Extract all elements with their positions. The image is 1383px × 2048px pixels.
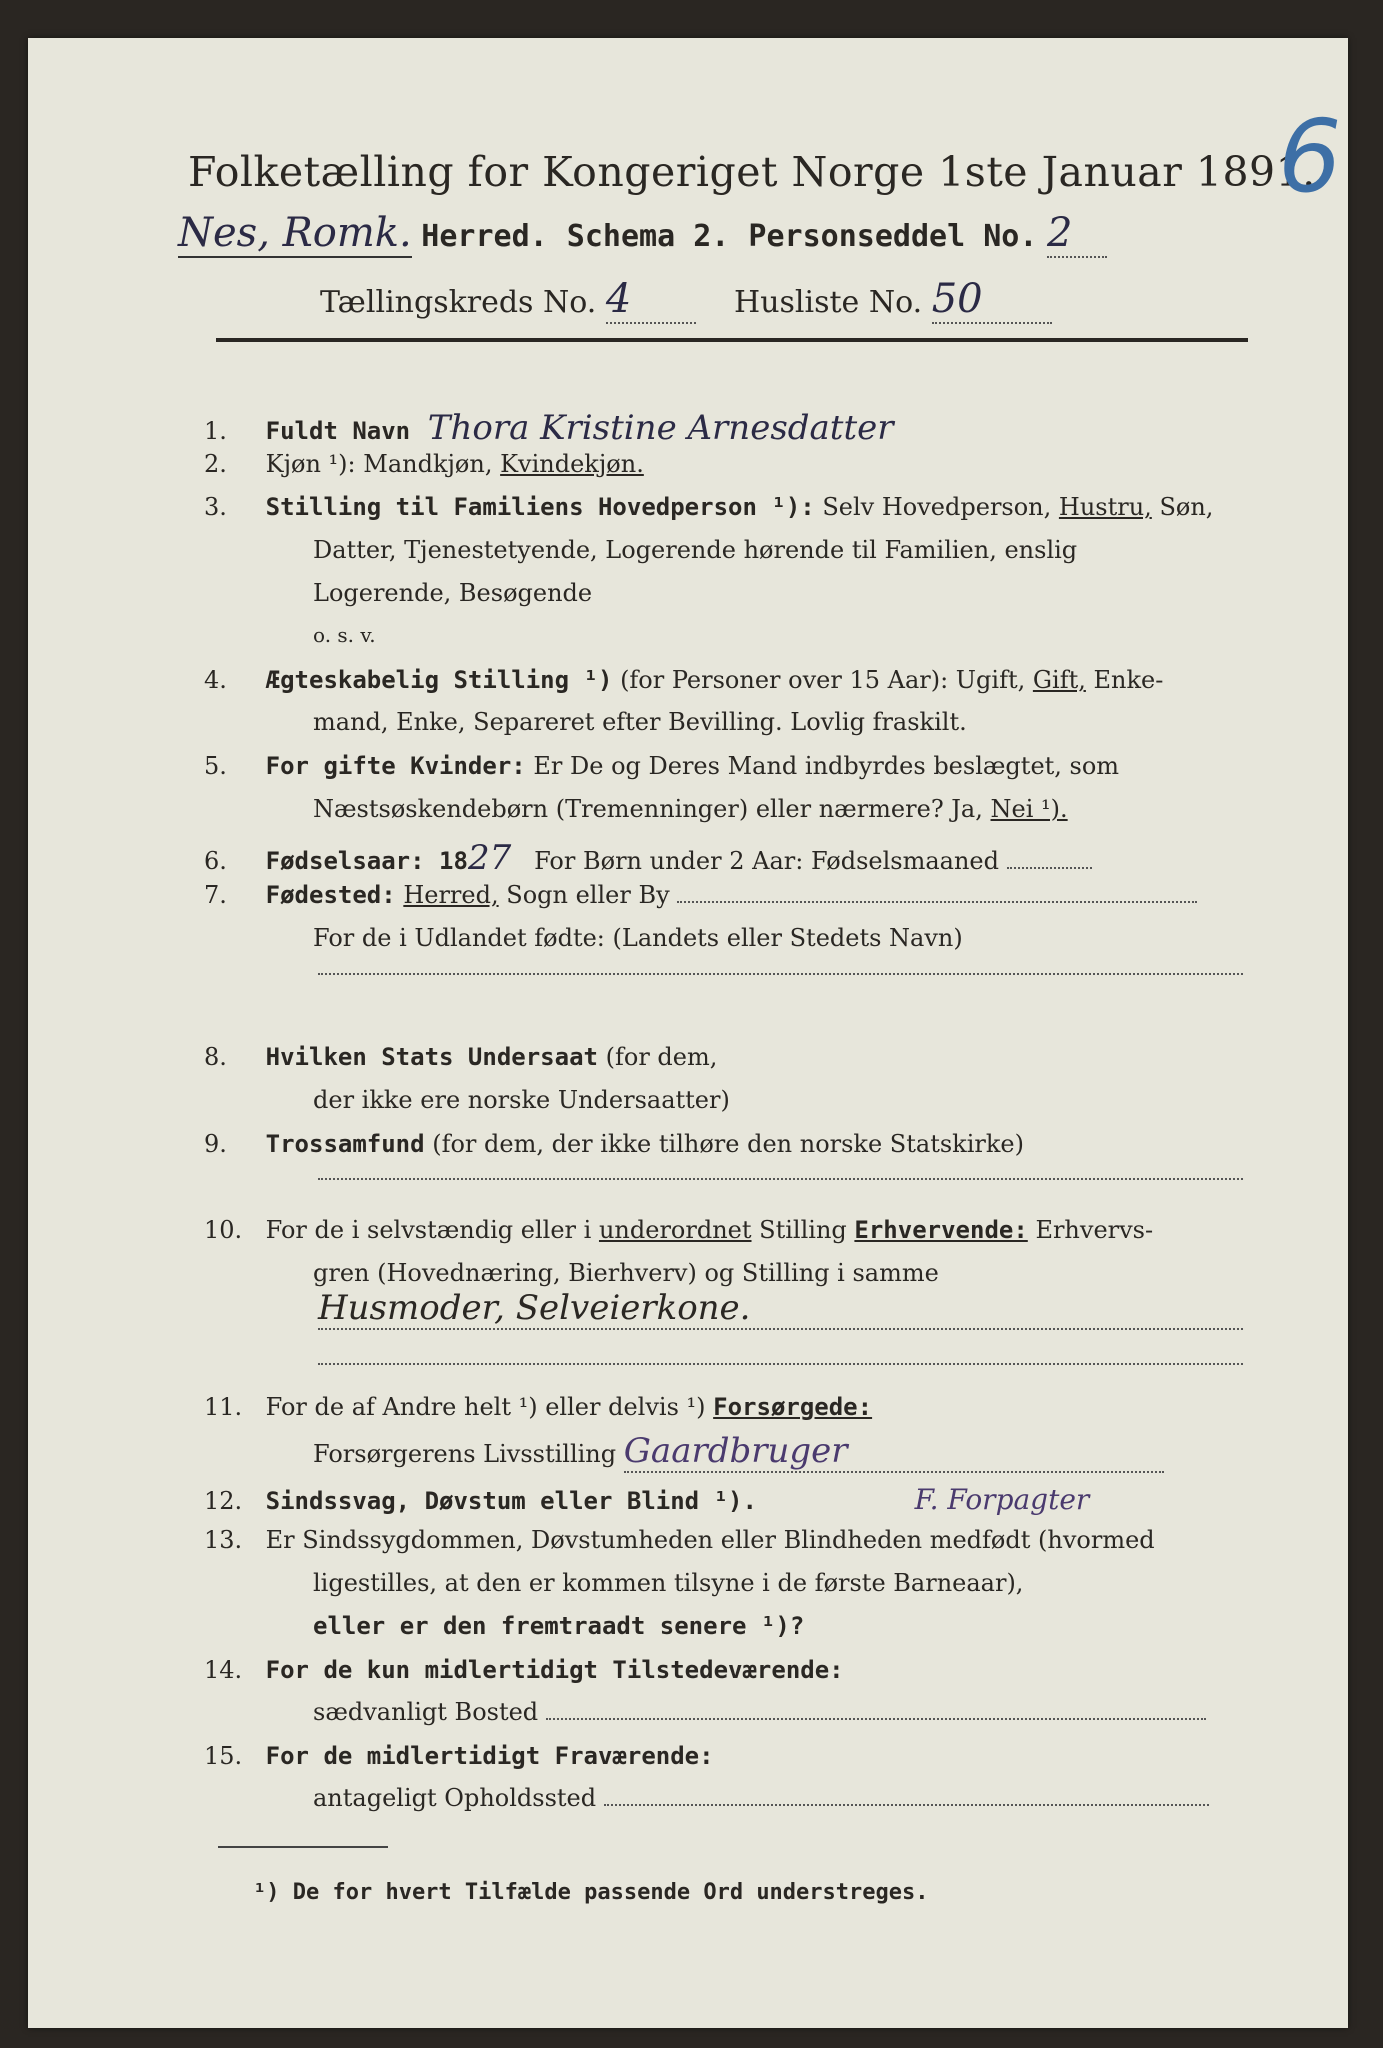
item-10-line-2: gren (Hovednæring, Bierhverv) og Stilling i samme	[313, 1259, 939, 1287]
annotation-value: F. Forpagter	[914, 1483, 1090, 1516]
item-7-line-2: For de i Udlandet fødte: (Landets eller Stedets Navn)	[313, 924, 963, 952]
item-7-blank-line	[318, 973, 1243, 975]
item-5: 5. For gifte Kvinder: Er De og Deres Mand indbyrdes beslægtet, som	[204, 752, 1120, 780]
schema-label: Schema 2.	[566, 219, 730, 254]
item-1: 1. Fuldt Navn Thora Kristine Arnesdatter	[204, 408, 894, 448]
birth-year-value: 27	[467, 838, 512, 878]
footnote: ¹) De for hvert Tilfælde passende Ord understreges.	[253, 1880, 929, 1905]
header-row-2	[320, 276, 1052, 324]
item-15-line-2: antageligt Opholdssted	[313, 1784, 1209, 1812]
item-3-line-3: Logerende, Besøgende	[313, 579, 593, 607]
item-2: 2. Kjøn ¹): Mandkjøn, Kvindekjøn.	[204, 450, 644, 478]
item-3: 3. Stilling til Familiens Hovedperson ¹): Selv Hovedperson, Hustru, Søn,	[204, 493, 1214, 521]
item-14: 14. For de kun midlertidigt Tilstedeværende:	[204, 1656, 844, 1684]
item-3-line-4: o. s. v.	[313, 623, 376, 647]
item-13: 13. Er Sindssygdommen, Døvstumheden eller Blindheden medfødt (hvormed	[204, 1526, 1155, 1554]
herred-label: Herred.	[421, 219, 548, 254]
item-8: 8. Hvilken Stats Undersaat (for dem,	[204, 1043, 718, 1071]
personseddel-value: 2	[1047, 210, 1107, 258]
occupation-value: Husmoder, Selveierkone.	[318, 1288, 1243, 1330]
item-8-line-2: der ikke ere norske Undersaatter)	[313, 1086, 730, 1114]
item-11-line-2: Forsørgerens Livsstilling Gaardbruger	[313, 1431, 1164, 1473]
personseddel-label: Personseddel No.	[748, 219, 1038, 254]
item-10: 10. For de i selvstændig eller i underordnet Stilling Erhvervende: Erhvervs-	[204, 1216, 1154, 1244]
kreds-label: Tællingskreds No.	[320, 285, 597, 320]
item-4: 4. Ægteskabelig Stilling ¹) (for Personer over 15 Aar): Ugift, Gift, Enke-	[204, 666, 1164, 694]
kreds-value: 4	[606, 276, 696, 324]
item-13-line-3: eller er den fremtraadt senere ¹)?	[313, 1612, 805, 1640]
husliste-label: Husliste No.	[734, 285, 923, 320]
item-6: 6. Fødselsaar: 1827 For Børn under 2 Aar: Fødselsmaaned	[204, 838, 1092, 878]
related-selected: Nei ¹).	[990, 795, 1068, 823]
marital-selected: Gift,	[1032, 666, 1086, 694]
item-11: 11. For de af Andre helt ¹) eller delvis ¹) Forsørgede:	[204, 1393, 873, 1421]
item-9-blank-line	[318, 1178, 1243, 1180]
item-7: 7. Fødested: Herred, Sogn eller By	[204, 881, 1197, 909]
item-13-line-2: ligestilles, at den er kommen tilsyne i de første Barneaar),	[313, 1569, 1024, 1597]
provider-value: Gaardbruger	[624, 1431, 1164, 1473]
item-12: 12. Sindssvag, Døvstum eller Blind ¹). F. Forpagter	[204, 1483, 1090, 1516]
position-selected: Hustru,	[1058, 493, 1152, 521]
header-rule	[216, 338, 1248, 342]
item-4-line-2: mand, Enke, Separeret efter Bevilling. Lovlig fraskilt.	[313, 708, 967, 736]
footnote-rule	[218, 1846, 388, 1848]
birthplace-selected: Herred,	[403, 881, 499, 909]
herred-value: Nes, Romk.	[178, 210, 412, 256]
header-row-1	[178, 210, 1107, 258]
item-14-line-2: sædvanligt Bosted	[313, 1698, 1206, 1726]
form-title: Folketælling for Kongeriget Norge 1ste Januar 1891.	[188, 148, 1316, 196]
item-9: 9. Trossamfund (for dem, der ikke tilhøre den norske Statskirke)	[204, 1130, 1024, 1158]
item-3-line-2: Datter, Tjenestetyende, Logerende hørende til Familien, enslig	[313, 536, 1078, 564]
item-10-blank-line	[318, 1363, 1243, 1365]
census-form	[28, 38, 1348, 2028]
page-mark: 6	[1278, 98, 1342, 215]
gender-selected: Kvindekjøn.	[500, 450, 644, 478]
full-name-value: Thora Kristine Arnesdatter	[427, 408, 894, 448]
item-15: 15. For de midlertidigt Fraværende:	[204, 1742, 714, 1770]
husliste-value: 50	[932, 276, 1052, 324]
item-5-line-2: Næstsøskendebørn (Tremenninger) eller nærmere? Ja, Nei ¹).	[313, 795, 1068, 823]
